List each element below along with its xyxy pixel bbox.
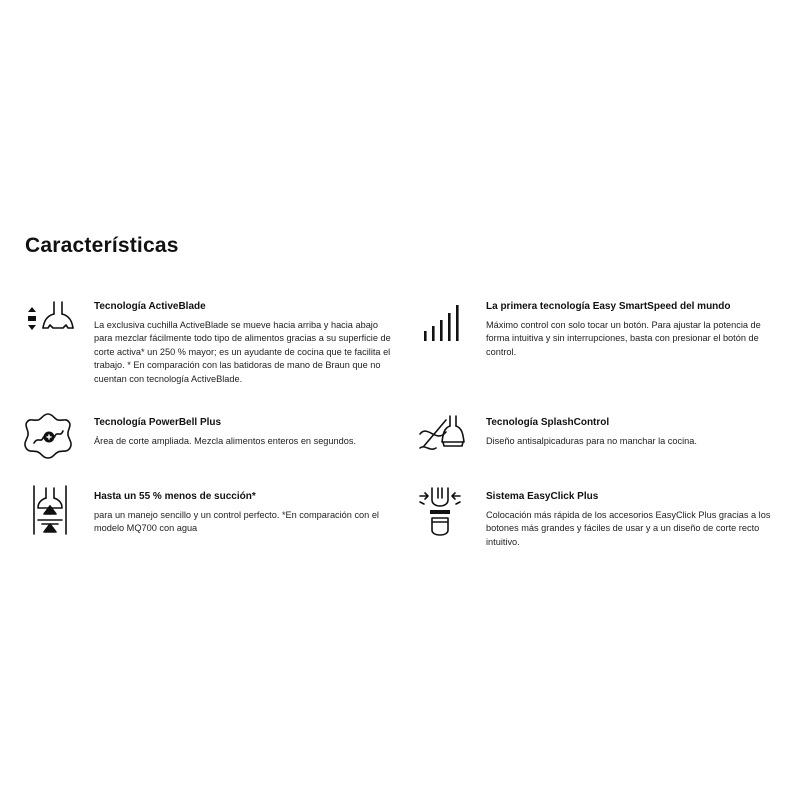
feature-title: Tecnología SplashControl [486,417,610,428]
feature-description: Diseño antisalpicaduras para no manchar la cocina. [486,436,697,446]
feature-title: Tecnología ActiveBlade [94,301,206,312]
easyclick-icon [416,486,468,538]
feature-title: La primera tecnología Easy SmartSpeed del mundo [486,301,731,312]
suction-icon [24,484,76,536]
powerbell-icon [22,410,74,462]
feature-title: Sistema EasyClick Plus [486,491,599,502]
feature-description: Colocación más rápida de los accesorios EasyClick Plus gracias a los botones más grandes y fáciles de usar y a un diseño de corte recto intuitivo. [486,510,771,547]
page-title: Características [25,234,179,257]
feature-description: Área de corte ampliada. Mezcla alimentos enteros en segundos. [94,436,356,446]
feature-title: Tecnología PowerBell Plus [94,417,222,428]
feature-description: La exclusiva cuchilla ActiveBlade se mueve hacia arriba y hacia abajo para mezclar fácilmente todo tipo de alimentos gracias a su superficie de corte activa* un 250 % mayor; es un ayudante de cocina que te facilita el trabajo. * En comparación con las batidoras de mano de Braun que no cuentan con tecnología ActiveBlade. [94,320,391,384]
speed-bars-icon [418,297,470,349]
feature-description: para un manejo sencillo y un control perfecto. *En comparación con el modelo MQ700 con agua [94,510,379,534]
feature-description: Máximo control con solo tocar un botón. Para ajustar la potencia de forma intuitiva y sin interrupciones, basta con presionar el botón de control. [486,320,761,357]
feature-title: Hasta un 55 % menos de succión* [94,491,256,502]
splash-control-icon [416,410,468,462]
activeblade-icon [24,298,76,350]
